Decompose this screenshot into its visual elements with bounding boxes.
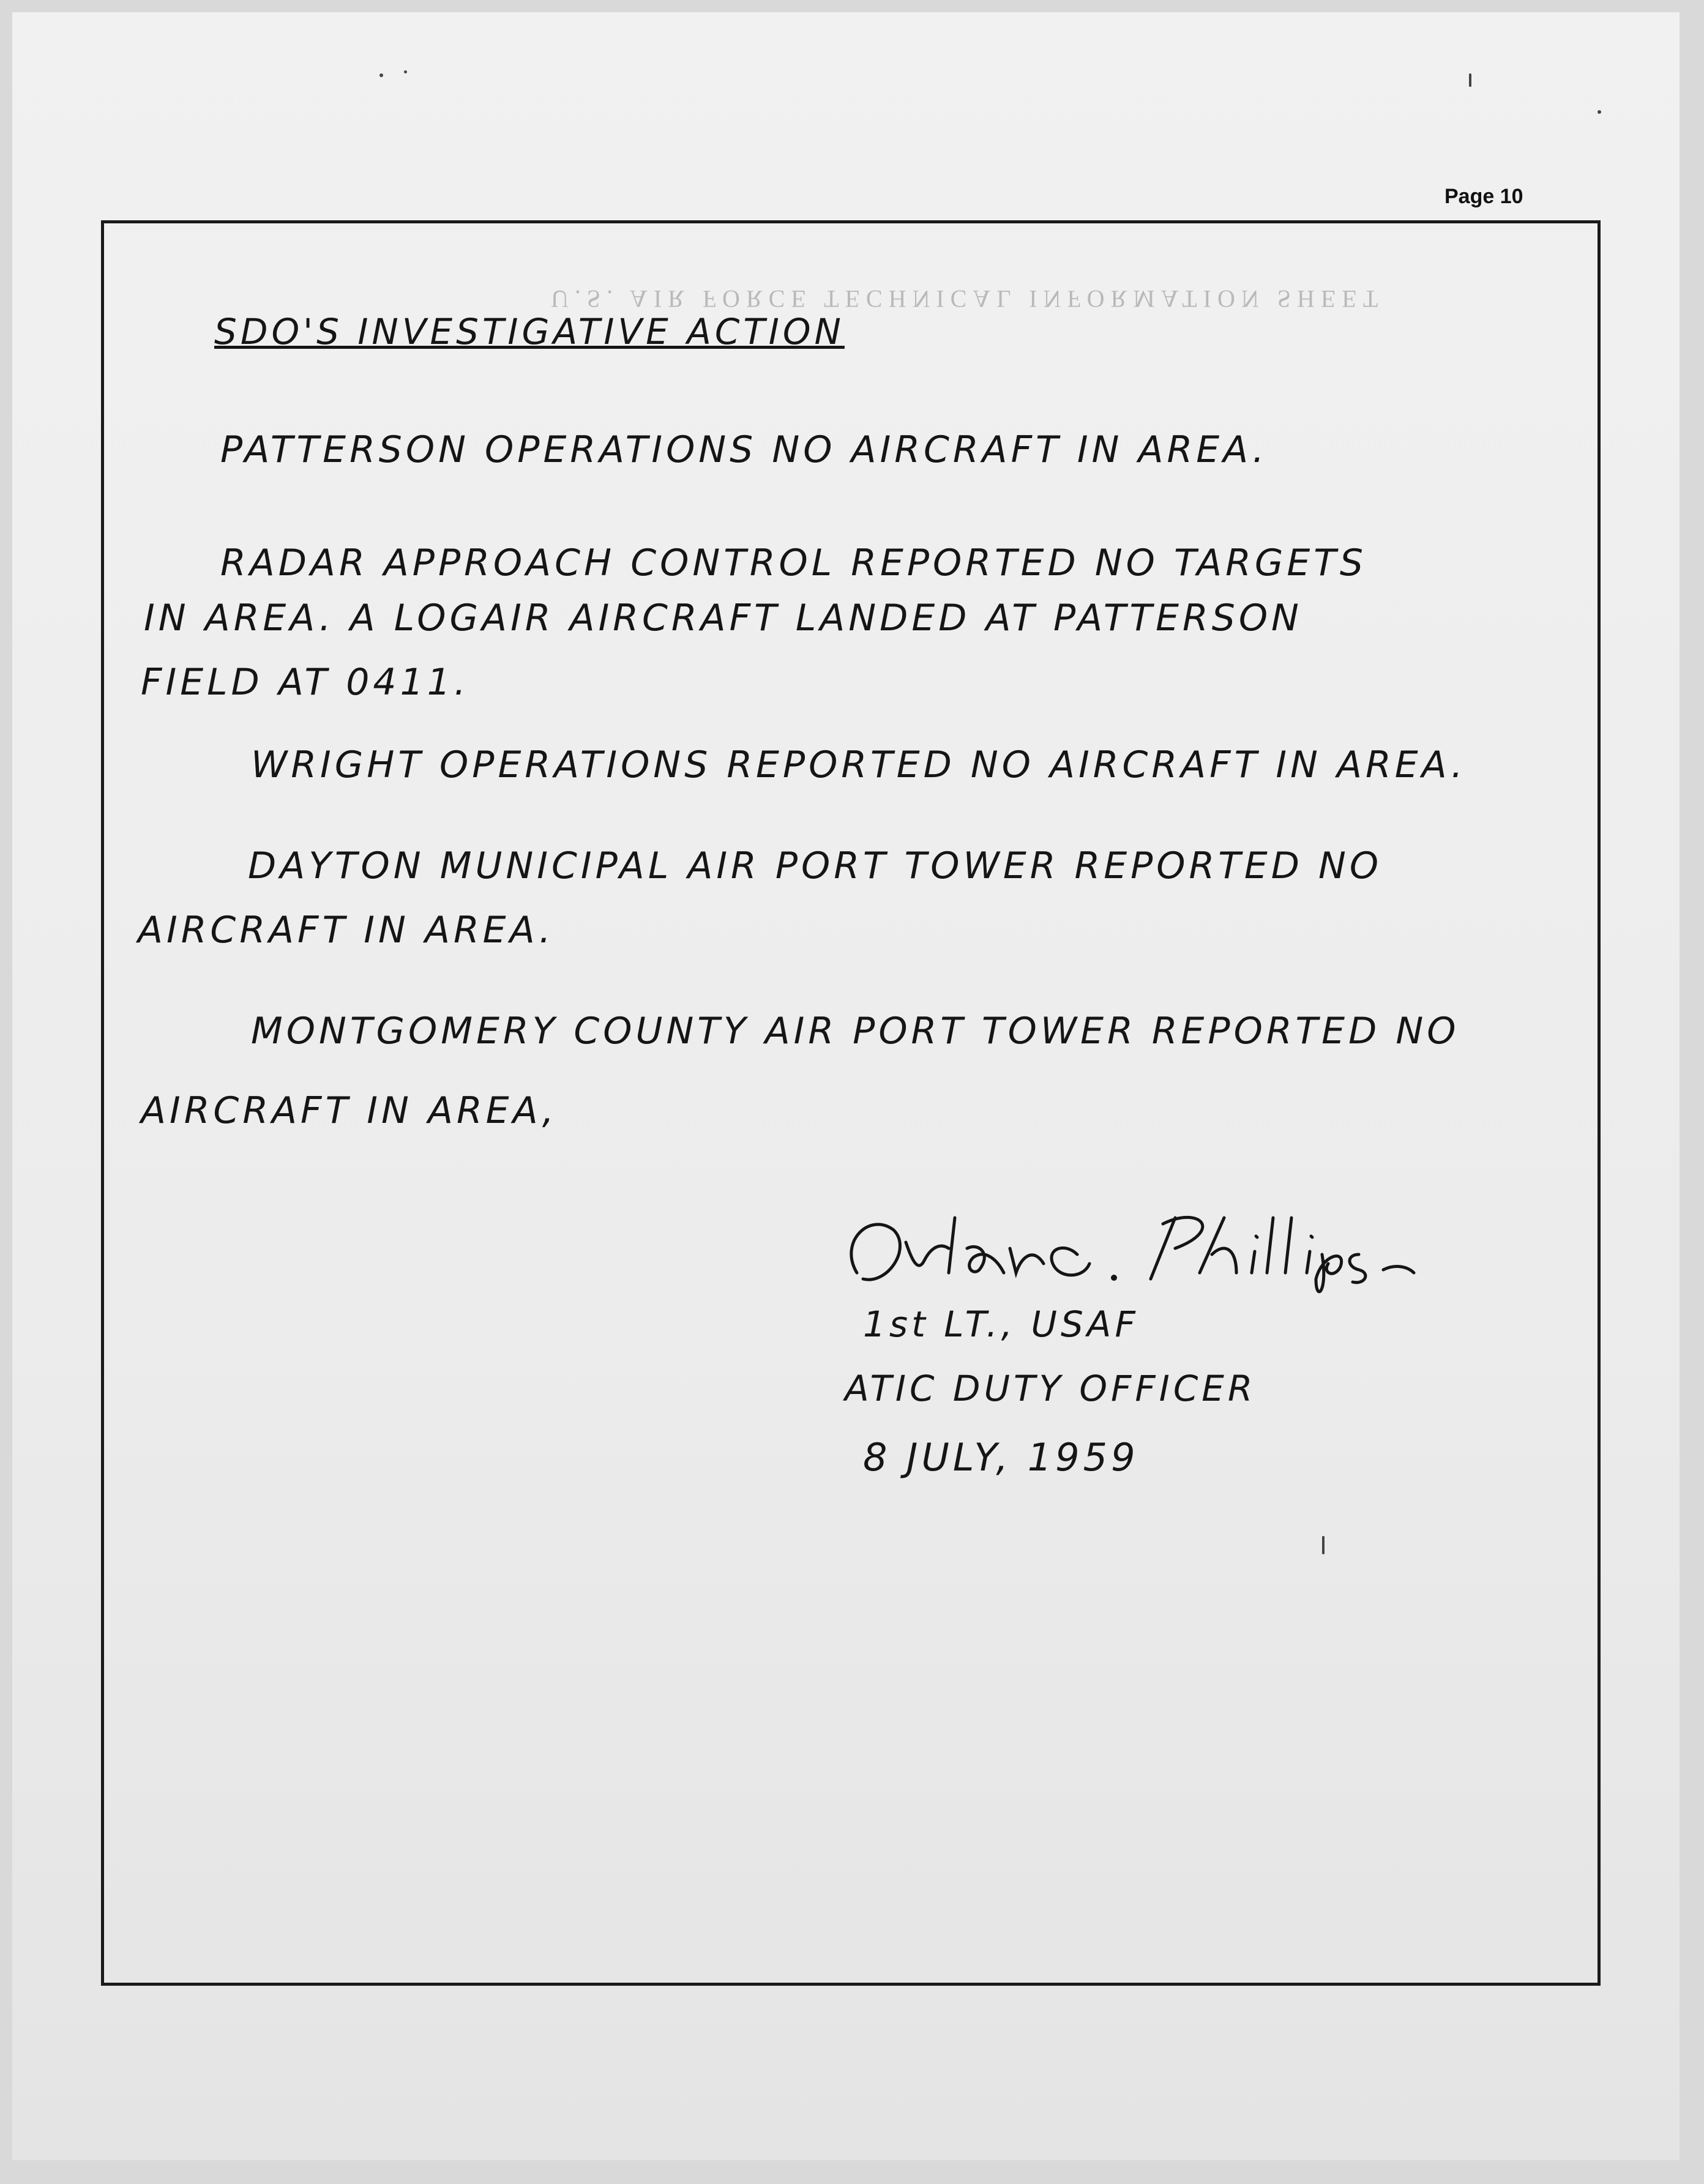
report-heading: SDO'S INVESTIGATIVE ACTION	[214, 311, 845, 352]
handwritten-signature	[832, 1206, 1420, 1303]
report-line: PATTERSON OPERATIONS NO AIRCRAFT IN AREA.	[220, 428, 1268, 471]
report-line: AIRCRAFT IN AREA.	[138, 909, 555, 952]
speck	[1597, 110, 1601, 114]
report-date: 8 JULY, 1959	[863, 1435, 1139, 1480]
report-line: IN AREA. A LOGAIR AIRCRAFT LANDED AT PATTERSON	[144, 597, 1302, 639]
report-line: RADAR APPROACH CONTROL REPORTED NO TARGETS	[220, 542, 1367, 584]
page-number: Page 10	[1444, 185, 1523, 208]
speck	[1322, 1536, 1325, 1554]
report-line: FIELD AT 0411.	[141, 661, 469, 704]
speck	[379, 73, 383, 77]
report-line: MONTGOMERY COUNTY AIR PORT TOWER REPORTED NO	[251, 1010, 1460, 1053]
bleed-through-text: U.S. AIR FORCE TECHNICAL INFORMATION SHEET	[551, 285, 1384, 313]
speck	[1469, 73, 1471, 87]
signer-rank: 1st LT., USAF	[863, 1303, 1139, 1345]
report-line: AIRCRAFT IN AREA,	[141, 1089, 558, 1132]
report-line: DAYTON MUNICIPAL AIR PORT TOWER REPORTED NO	[248, 844, 1383, 887]
report-line: WRIGHT OPERATIONS REPORTED NO AIRCRAFT IN AREA.	[251, 744, 1467, 786]
document-page	[12, 12, 1680, 2160]
signer-title: ATIC DUTY OFFICER	[845, 1368, 1257, 1409]
speck	[404, 70, 407, 73]
